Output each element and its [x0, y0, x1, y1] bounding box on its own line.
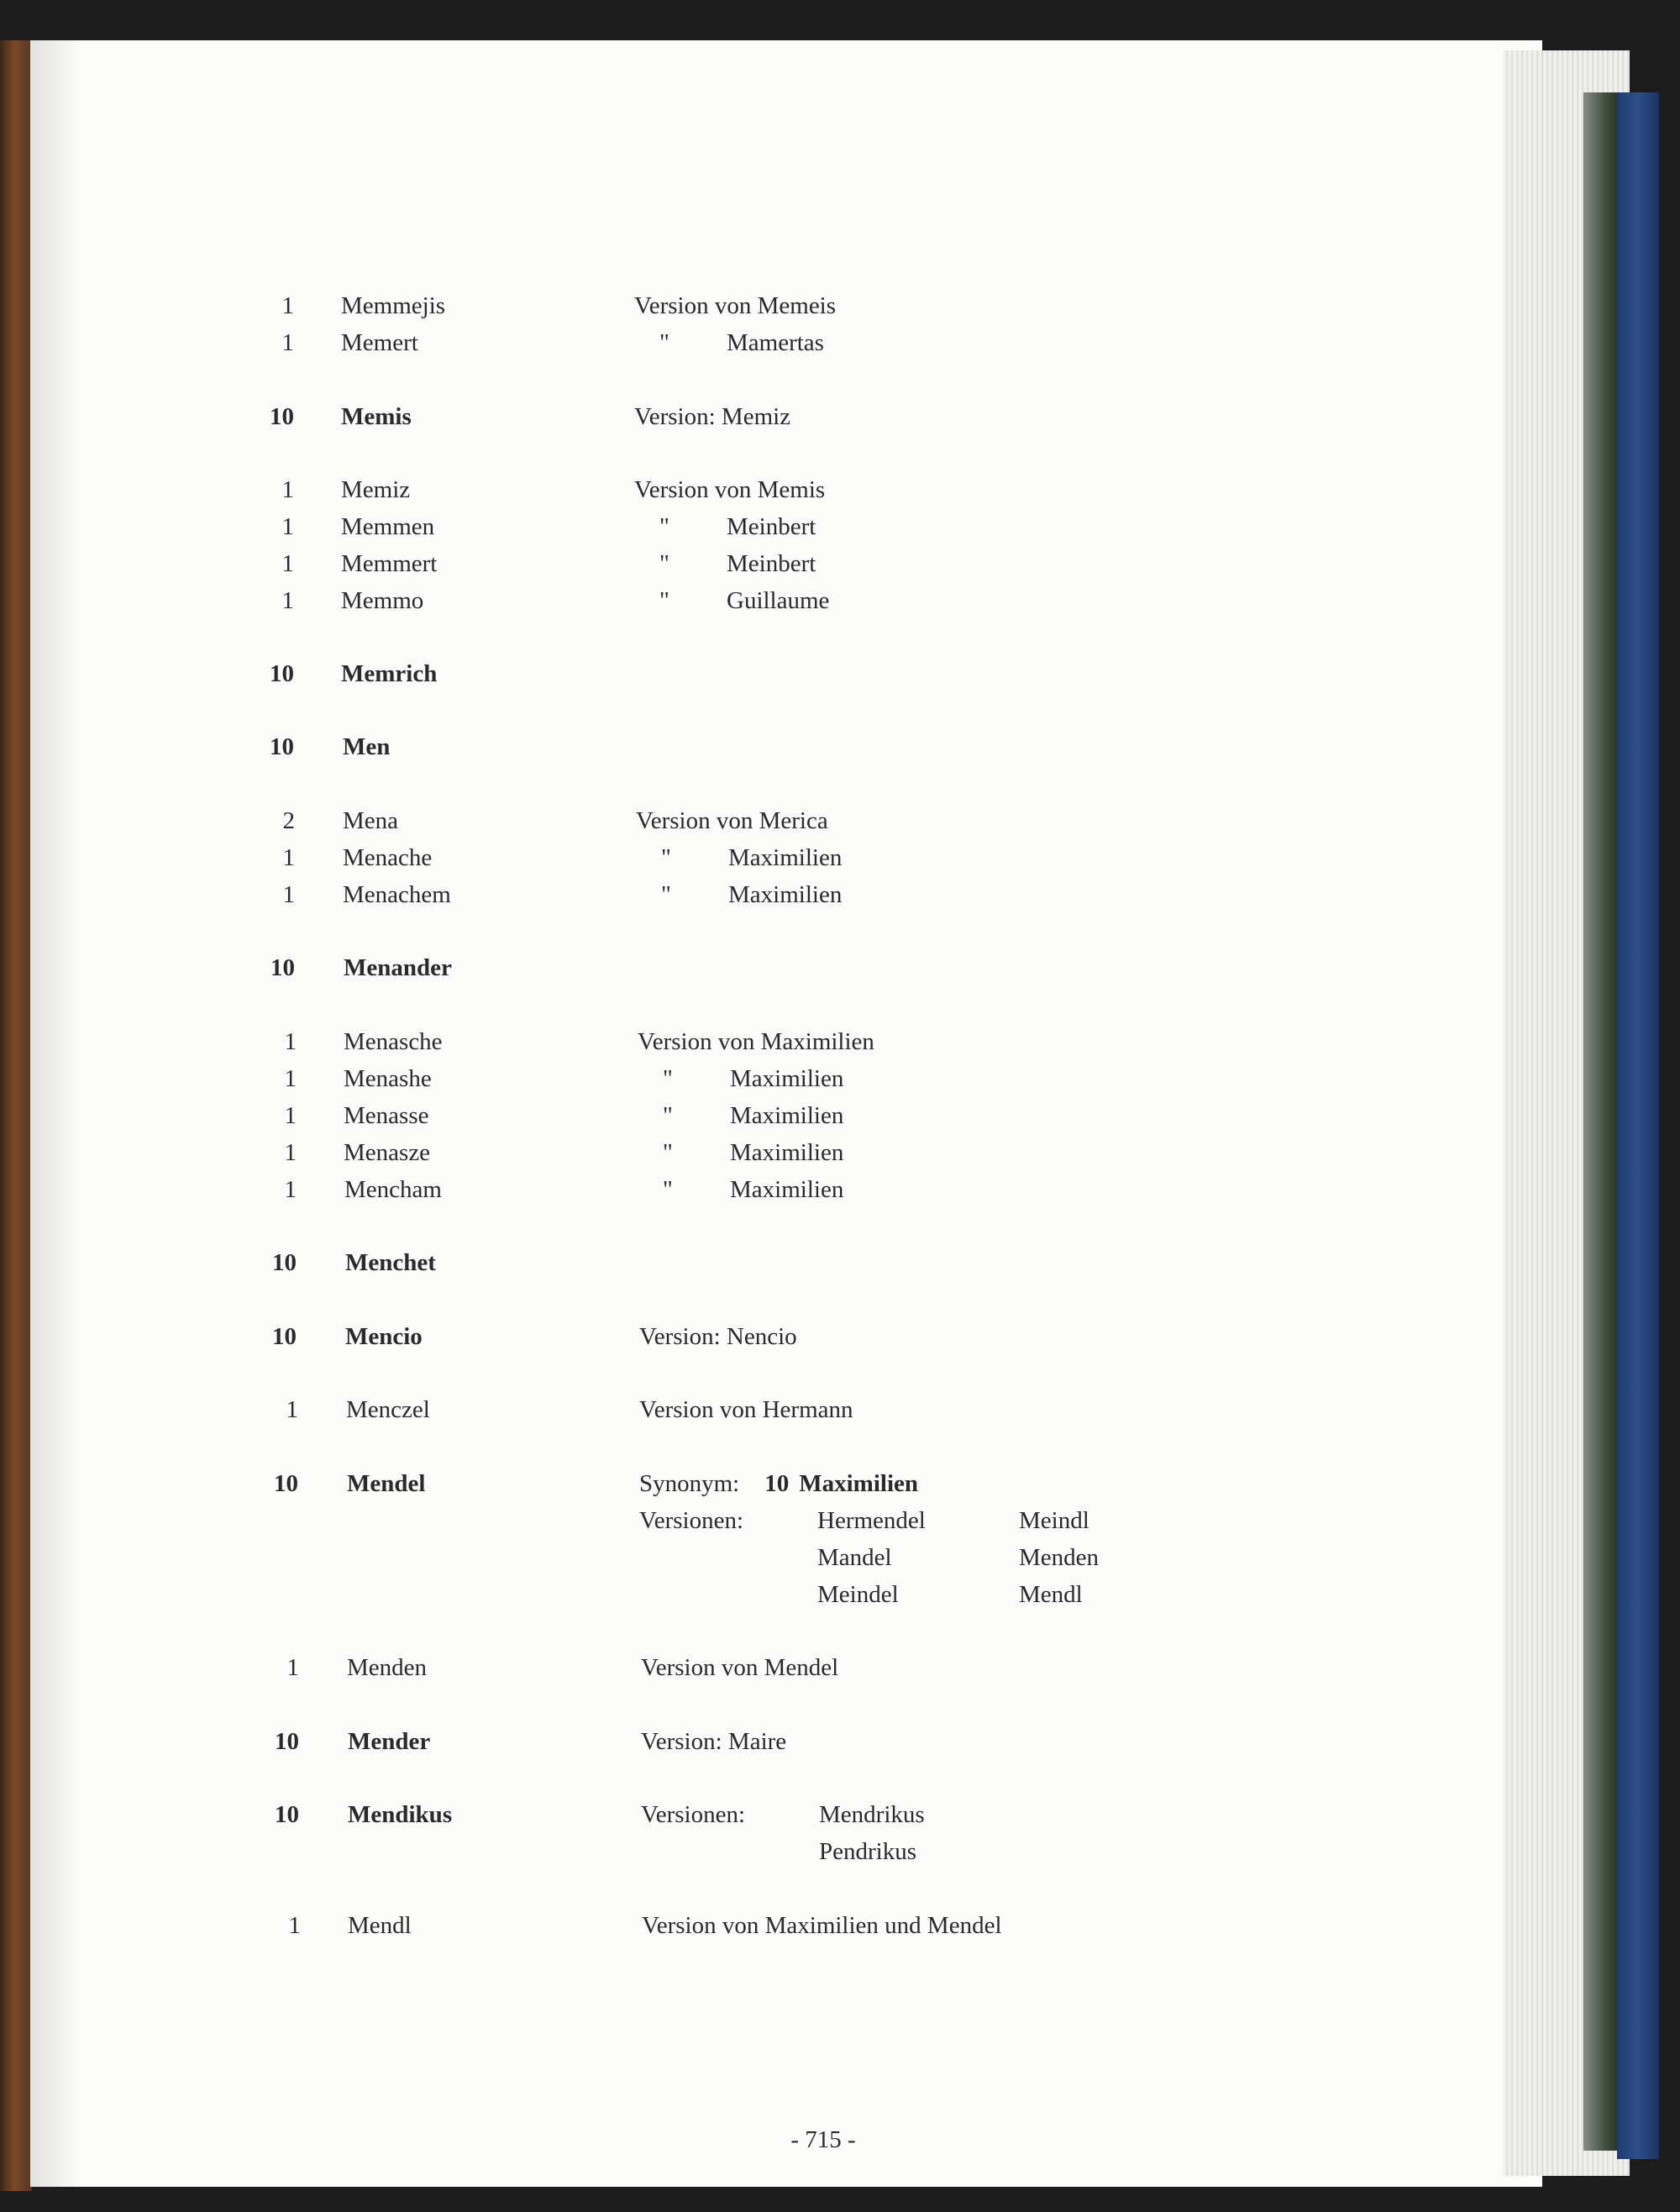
- entry-number: 10: [272, 1323, 297, 1350]
- entry-row: [0, 1065, 1176, 1102]
- entry-name: Menasche: [344, 1028, 443, 1055]
- entry-definition: Version von Memeis: [634, 292, 837, 319]
- entry-row: [0, 513, 1176, 550]
- entry-row: [0, 844, 1176, 881]
- entry-number: 1: [281, 292, 294, 319]
- entry-name: Mencham: [344, 1176, 442, 1203]
- reference-name: Maximilien: [730, 1139, 844, 1166]
- reference-name: Mamertas: [727, 329, 824, 356]
- ditto-mark: ": [663, 1139, 673, 1166]
- versions-line: [639, 1507, 1089, 1535]
- entry-number: 1: [281, 513, 294, 540]
- entry-name: Memis: [341, 403, 412, 430]
- entry-name: Memert: [341, 329, 418, 356]
- entry-name: Menander: [344, 954, 452, 981]
- entry-row: [0, 476, 1176, 513]
- reference-name: Nencio: [726, 1323, 797, 1350]
- version-item: Pendrikus: [819, 1838, 916, 1865]
- entry-number: 10: [270, 403, 294, 430]
- reference-name: Maximilien: [728, 844, 843, 871]
- versions-line: [641, 1801, 925, 1829]
- entry-row: [0, 292, 1176, 329]
- versions-line: [639, 1581, 1083, 1609]
- ditto-mark: ": [659, 329, 669, 356]
- entry-number: 1: [281, 587, 294, 614]
- version-item: Mendl: [1019, 1581, 1083, 1608]
- versions-line: [639, 1544, 1099, 1572]
- reference-name: Maximilien: [730, 1176, 844, 1203]
- entry-definition: [638, 1065, 843, 1093]
- entry-definition: Version von Merica: [636, 807, 828, 834]
- entry-name: Memiz: [341, 476, 411, 503]
- reference-name: Maximilien: [730, 1102, 844, 1129]
- synonym-number: 10: [764, 1470, 790, 1497]
- entry-definition: [638, 1139, 843, 1167]
- entry-number: 1: [286, 1396, 298, 1423]
- entry-definition: Version von Maximilien und Mendel: [642, 1912, 1002, 1939]
- entry-name: Mencio: [345, 1323, 423, 1350]
- entry-name: Menczel: [346, 1396, 430, 1423]
- entry-name: Menden: [347, 1654, 428, 1681]
- entry-row: [0, 1249, 1176, 1286]
- entry-row: [0, 1139, 1176, 1176]
- entry-number: 1: [286, 1654, 299, 1681]
- reference-name: Maire: [727, 1728, 787, 1755]
- synonym-name: Maximilien: [799, 1470, 919, 1497]
- entry-number: 1: [284, 1102, 297, 1129]
- entry-row: [0, 1654, 1176, 1691]
- entry-row: [0, 329, 1176, 366]
- entry-number: 1: [288, 1912, 301, 1939]
- entry-definition: [638, 1176, 843, 1204]
- versions-row: [0, 1544, 1260, 1581]
- entry-name: Memmejis: [341, 292, 446, 319]
- entry-name: Mender: [348, 1728, 431, 1755]
- entry-number: 1: [281, 550, 294, 577]
- entry-definition: Version von Maximilien: [638, 1028, 874, 1055]
- entry-number: 1: [284, 1176, 297, 1203]
- entry-row: [0, 1102, 1176, 1139]
- versions-row: [0, 1507, 1260, 1544]
- entry-definition: [634, 329, 824, 357]
- entry-number: 10: [272, 1249, 297, 1276]
- entry-name: Menachem: [343, 881, 451, 908]
- version-item: Meindel: [817, 1581, 899, 1608]
- entry-name: Menasze: [344, 1139, 431, 1166]
- entry-definition: Version von Mendel: [641, 1654, 839, 1681]
- reference-name: Maximilien: [728, 881, 843, 908]
- entry-name: Memmert: [341, 550, 438, 577]
- entry-number: 10: [275, 1728, 299, 1755]
- entry-definition: [636, 881, 842, 909]
- entry-name: Menache: [343, 844, 433, 871]
- entry-number: 10: [270, 733, 294, 760]
- entry-definition: [634, 587, 829, 615]
- entry-row: [0, 550, 1176, 587]
- entry-number: 10: [270, 660, 294, 687]
- entry-name: Memmen: [341, 513, 435, 540]
- entry-row: [0, 1323, 1176, 1360]
- version-label: Version:: [639, 1323, 721, 1350]
- versions-row: [0, 1581, 1260, 1618]
- synonym-line: [639, 1470, 918, 1498]
- entry-row: [0, 954, 1176, 991]
- version-item: Mandel: [817, 1544, 892, 1571]
- entry-number: 1: [282, 844, 295, 871]
- entry-row: [0, 403, 1176, 440]
- reference-name: Guillaume: [727, 587, 830, 614]
- versions-label: Versionen:: [639, 1507, 744, 1534]
- entry-number: 10: [275, 1801, 299, 1828]
- reference-name: Meinbert: [727, 550, 816, 577]
- reference-name: Meinbert: [727, 513, 816, 540]
- entry-number: 1: [284, 1139, 297, 1166]
- entry-name: Men: [343, 733, 391, 760]
- entry-name: Menchet: [345, 1249, 436, 1276]
- version-label: Version:: [641, 1728, 722, 1755]
- entry-number: 1: [284, 1028, 297, 1055]
- version-item: Meindl: [1019, 1507, 1089, 1534]
- version-label: Version:: [634, 403, 716, 430]
- entry-number: 1: [281, 329, 294, 356]
- reference-name: Maximilien: [730, 1065, 844, 1092]
- entry-row: [0, 807, 1176, 844]
- entry-definition: [641, 1728, 786, 1756]
- entry-name: Mendel: [347, 1470, 426, 1497]
- entry-name: Mendikus: [348, 1801, 453, 1828]
- page-number: - 715 -: [790, 2126, 856, 2153]
- entry-definition: [636, 844, 842, 872]
- entry-row: [0, 881, 1176, 918]
- entry-definition: Version von Hermann: [639, 1396, 853, 1423]
- entry-definition: [634, 403, 790, 431]
- version-item: Hermendel: [817, 1507, 926, 1534]
- entry-row: [0, 1176, 1176, 1213]
- entry-name: Mena: [343, 807, 399, 834]
- entry-definition: [639, 1323, 797, 1351]
- versions-label: Versionen:: [641, 1801, 746, 1828]
- entry-number: 1: [282, 881, 295, 908]
- ditto-mark: ": [663, 1176, 673, 1203]
- ditto-mark: ": [661, 881, 671, 908]
- entry-name: Mendl: [348, 1912, 412, 1939]
- entry-row: [0, 1801, 1176, 1838]
- ditto-mark: ": [659, 587, 669, 614]
- entry-name: Memrich: [341, 660, 438, 687]
- entry-number: 1: [284, 1065, 297, 1092]
- entry-number: 2: [282, 807, 295, 834]
- entry-row: [0, 1028, 1176, 1065]
- version-item: Mendrikus: [819, 1801, 925, 1828]
- entry-row: [0, 1396, 1176, 1433]
- entry-name: Memmo: [341, 587, 424, 614]
- entry-name: Menashe: [344, 1065, 432, 1092]
- entry-name: Menasse: [344, 1102, 429, 1129]
- entry-row: [0, 660, 1176, 697]
- versions-row: [0, 1838, 1176, 1875]
- entry-definition: Version von Memis: [634, 476, 826, 503]
- synonym-label: Synonym:: [639, 1470, 740, 1497]
- ditto-mark: ": [661, 844, 671, 871]
- entry-row: [0, 733, 1176, 770]
- versions-line: [641, 1838, 916, 1866]
- entry-definition: [634, 550, 816, 578]
- ditto-mark: ": [663, 1065, 673, 1092]
- entry-row: [0, 1912, 1176, 1949]
- version-item: Menden: [1019, 1544, 1100, 1571]
- ditto-mark: ": [663, 1102, 673, 1129]
- reference-name: Memiz: [721, 403, 791, 430]
- entry-row: [0, 1728, 1176, 1765]
- entry-number: 10: [270, 954, 295, 981]
- ditto-mark: ": [659, 513, 669, 540]
- entry-number: 10: [274, 1470, 298, 1497]
- ditto-mark: ": [659, 550, 669, 577]
- entry-definition: [638, 1102, 843, 1130]
- entry-row: [0, 1470, 1176, 1507]
- entry-row: [0, 587, 1176, 624]
- entry-number: 1: [281, 476, 294, 503]
- entry-definition: [634, 513, 816, 541]
